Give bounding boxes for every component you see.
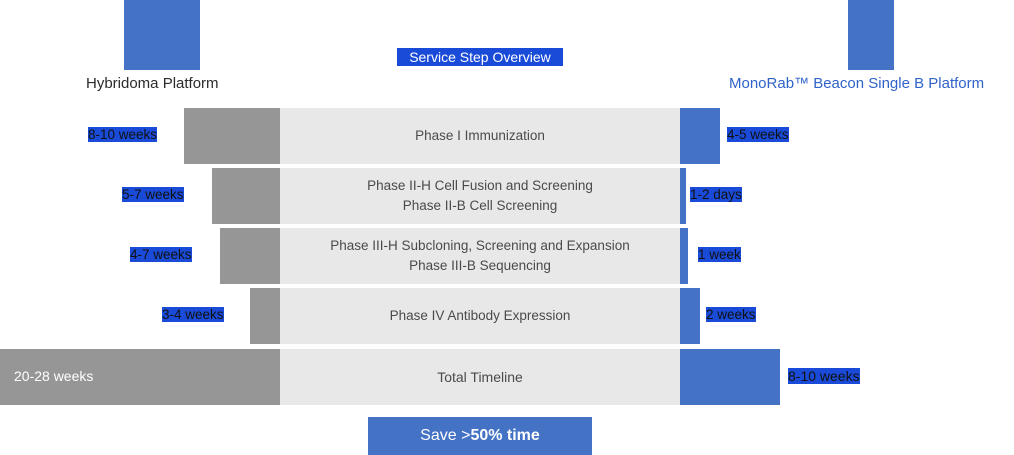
left-platform-label: Hybridoma Platform (86, 75, 219, 92)
phase-label-2-line1: Phase II-H Cell Fusion and Screening (367, 178, 593, 193)
total-row (0, 349, 1014, 405)
monorab-bar-2 (680, 168, 686, 224)
phase-row-2 (0, 168, 1014, 224)
monorab-bar-3 (680, 228, 688, 284)
total-label (280, 349, 680, 405)
monorab-total-bar (680, 349, 780, 405)
phase-label-3-line2: Phase III-B Sequencing (409, 258, 551, 273)
monorab-time-2: 1-2 days (690, 187, 742, 202)
phase-label-1-line1: Phase I Immunization (415, 128, 545, 143)
hybridoma-time-4: 3-4 weeks (162, 307, 224, 322)
phase-label-1 (280, 108, 680, 164)
phase-row-3 (0, 228, 1014, 284)
right-platform-label: MonoRab™ Beacon Single B Platform (729, 75, 985, 92)
phase-label-3 (280, 228, 680, 284)
hybridoma-bar-3 (220, 228, 280, 284)
diagram-title: Service Step Overview (397, 48, 563, 66)
total-label-text: Total Timeline (437, 369, 523, 385)
phase-label-3-line1: Phase III-H Subcloning, Screening and Expansion (330, 238, 630, 253)
monorab-time-3: 1 week (698, 247, 741, 262)
left-platform-logo-block (124, 0, 200, 70)
phase-row-1 (0, 108, 1014, 164)
hybridoma-bar-4 (250, 288, 280, 344)
hybridoma-bar-2 (212, 168, 280, 224)
monorab-time-1: 4-5 weeks (727, 127, 789, 142)
hybridoma-total-time: 20-28 weeks (14, 368, 94, 384)
hybridoma-time-1: 8-10 weeks (88, 127, 158, 142)
monorab-total-time: 8-10 weeks (788, 368, 860, 384)
right-platform-logo-block (848, 0, 894, 70)
phase-label-4 (280, 288, 680, 344)
save-time-button[interactable] (368, 417, 592, 455)
hybridoma-time-3: 4-7 weeks (130, 247, 192, 262)
phase-label-2 (280, 168, 680, 224)
save-percent-label: 50% time (470, 427, 540, 444)
monorab-time-4: 2 weeks (706, 307, 756, 322)
phase-label-4-line1: Phase IV Antibody Expression (389, 308, 571, 323)
monorab-bar-1 (680, 108, 720, 164)
save-prefix-label: Save > (420, 427, 471, 444)
monorab-bar-4 (680, 288, 700, 344)
phase-label-2-line2: Phase II-B Cell Screening (402, 198, 558, 213)
phase-row-4 (0, 288, 1014, 344)
hybridoma-bar-1 (184, 108, 280, 164)
hybridoma-time-2: 5-7 weeks (122, 187, 184, 202)
